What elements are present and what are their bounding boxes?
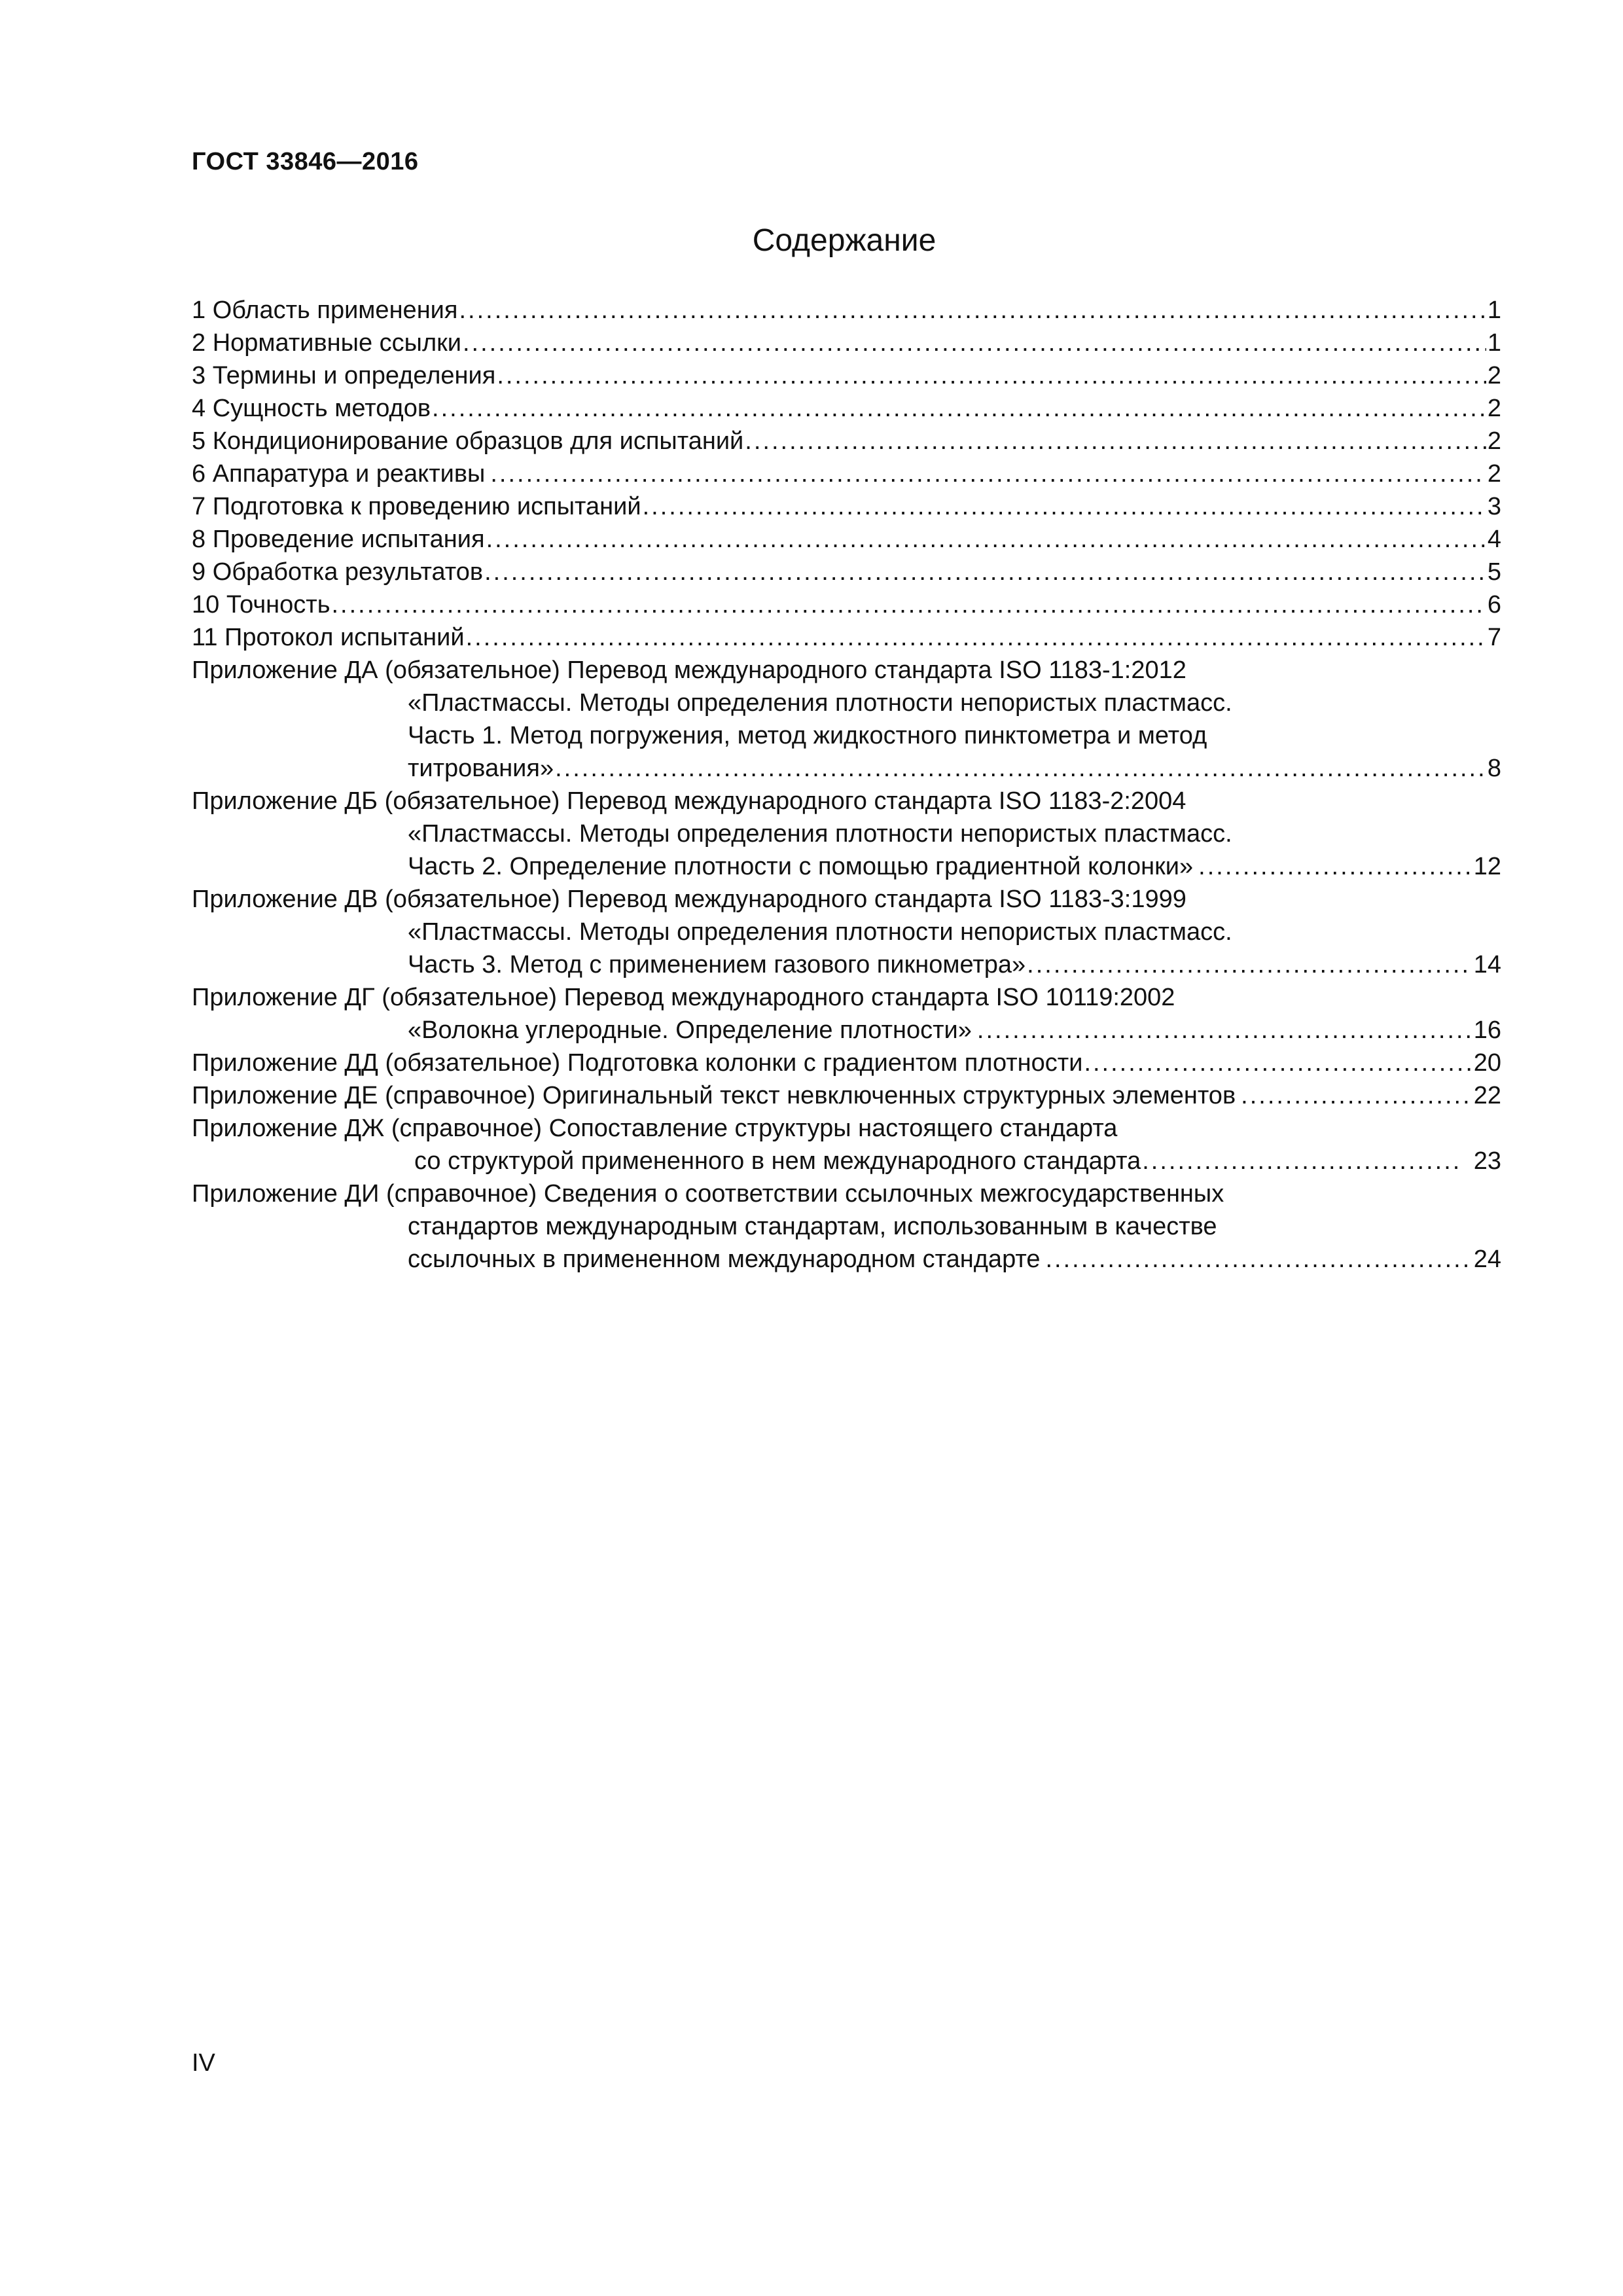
toc-entry-text: 7 Подготовка к проведению испытаний bbox=[192, 493, 641, 520]
toc-entry-page: 24 bbox=[1473, 1246, 1501, 1273]
toc-appendix-dv[interactable] bbox=[192, 883, 1501, 981]
toc-entry-5[interactable] bbox=[192, 425, 1501, 457]
appendix-line: титрования» bbox=[408, 755, 554, 782]
toc-entry-page: 6 bbox=[1487, 591, 1501, 619]
toc-entry-6[interactable] bbox=[192, 457, 1501, 490]
toc-entry-page: 1 bbox=[1487, 329, 1501, 357]
dot-leader bbox=[484, 556, 1486, 588]
appendix-line: Часть 1. Метод погружения, метод жидкостного пинктометра и метод bbox=[408, 722, 1207, 749]
toc-entry-page: 3 bbox=[1487, 493, 1501, 520]
toc-entry-4[interactable] bbox=[192, 392, 1501, 425]
toc-entry-text: 6 Аппаратура и реактивы bbox=[192, 460, 486, 488]
appendix-line: стандартов международным стандартам, использованным в качестве bbox=[408, 1213, 1217, 1240]
appendix-line: «Пластмассы. Методы определения плотности непористых пластмасс. bbox=[408, 820, 1232, 848]
dot-leader bbox=[745, 425, 1486, 457]
toc-entry-page: 23 bbox=[1473, 1147, 1501, 1175]
toc-entry-2[interactable] bbox=[192, 327, 1501, 359]
toc-entry-page: 4 bbox=[1487, 526, 1501, 553]
toc-entry-9[interactable] bbox=[192, 556, 1501, 588]
toc-entry-page: 2 bbox=[1487, 460, 1501, 488]
table-of-contents bbox=[192, 294, 1501, 1276]
appendix-line: Часть 2. Определение плотности с помощью градиентной колонки» bbox=[408, 853, 1194, 880]
dot-leader bbox=[555, 752, 1486, 785]
appendix-line: Приложение ДБ (обязательное) Перевод международного стандарта ISO 1183-2:2004 bbox=[192, 787, 1186, 815]
dot-leader bbox=[977, 1014, 1472, 1047]
appendix-line: «Пластмассы. Методы определения плотности непористых пластмасс. bbox=[408, 689, 1232, 717]
dot-leader bbox=[1045, 1243, 1472, 1276]
appendix-line: Часть 3. Метод с применением газового пикнометра» bbox=[408, 951, 1026, 978]
toc-entry-text: 1 Область применения bbox=[192, 296, 458, 324]
dot-leader bbox=[1027, 948, 1472, 981]
dot-leader bbox=[497, 359, 1486, 392]
toc-entry-7[interactable] bbox=[192, 490, 1501, 523]
toc-entry-1[interactable] bbox=[192, 294, 1501, 327]
toc-entry-text: 2 Нормативные ссылки bbox=[192, 329, 461, 357]
appendix-line: «Волокна углеродные. Определение плотности» bbox=[408, 1016, 972, 1044]
appendix-line: Приложение ДВ (обязательное) Перевод международного стандарта ISO 1183-3:1999 bbox=[192, 886, 1186, 913]
toc-appendix-di[interactable] bbox=[192, 1177, 1501, 1276]
toc-entry-page: 16 bbox=[1473, 1016, 1501, 1044]
toc-appendix-da[interactable] bbox=[192, 654, 1501, 785]
toc-entry-text: 5 Кондиционирование образцов для испытаний bbox=[192, 427, 744, 455]
toc-entry-page: 1 bbox=[1487, 296, 1501, 324]
toc-entry-page: 5 bbox=[1487, 558, 1501, 586]
toc-entry-3[interactable] bbox=[192, 359, 1501, 392]
toc-entry-text: 8 Проведение испытания bbox=[192, 526, 485, 553]
toc-entry-page: 7 bbox=[1487, 624, 1501, 651]
toc-entry-11[interactable] bbox=[192, 621, 1501, 654]
toc-entry-text: 11 Протокол испытаний bbox=[192, 624, 465, 651]
appendix-line: Приложение ДИ (справочное) Сведения о соответствии ссылочных межгосударственных bbox=[192, 1180, 1224, 1208]
toc-appendix-db[interactable] bbox=[192, 785, 1501, 883]
appendix-line: Приложение ДА (обязательное) Перевод международного стандарта ISO 1183-1:2012 bbox=[192, 656, 1186, 684]
toc-entry-page: 20 bbox=[1473, 1049, 1501, 1077]
toc-entry-page: 8 bbox=[1487, 755, 1501, 782]
toc-entry-text: 3 Термины и определения bbox=[192, 362, 496, 389]
dot-leader bbox=[466, 621, 1486, 654]
toc-entry-page: 2 bbox=[1487, 427, 1501, 455]
appendix-line: «Пластмассы. Методы определения плотности непористых пластмасс. bbox=[408, 918, 1232, 946]
appendix-line: ссылочных в примененном международном стандарте bbox=[408, 1246, 1041, 1273]
dot-leader bbox=[463, 327, 1486, 359]
appendix-line: Приложение ДГ (обязательное) Перевод международного стандарта ISO 10119:2002 bbox=[192, 984, 1175, 1011]
toc-entry-8[interactable] bbox=[192, 523, 1501, 556]
toc-entry-10[interactable] bbox=[192, 588, 1501, 621]
toc-entry-page: 2 bbox=[1487, 362, 1501, 389]
toc-entry-text: 9 Обработка результатов bbox=[192, 558, 484, 586]
toc-entry-page: 2 bbox=[1487, 395, 1501, 422]
dot-leader bbox=[332, 588, 1486, 621]
dot-leader bbox=[459, 294, 1486, 327]
appendix-line: со структурой примененного в нем международного стандарта bbox=[414, 1147, 1141, 1175]
dot-leader bbox=[1142, 1145, 1457, 1177]
toc-title: Содержание bbox=[752, 223, 936, 258]
toc-appendix-dg[interactable] bbox=[192, 981, 1501, 1047]
appendix-line: Приложение ДЖ (справочное) Сопоставление структуры настоящего стандарта bbox=[192, 1115, 1118, 1142]
appendix-line: Приложение ДЕ (справочное) Оригинальный текст невключенных структурных элементов bbox=[192, 1082, 1236, 1109]
dot-leader bbox=[1241, 1079, 1472, 1112]
appendix-line: Приложение ДД (обязательное) Подготовка колонки с градиентом плотности bbox=[192, 1049, 1083, 1077]
dot-leader bbox=[1198, 850, 1472, 883]
toc-entry-text: 10 Точность bbox=[192, 591, 330, 619]
toc-entry-text: 4 Сущность методов bbox=[192, 395, 431, 422]
toc-appendix-dd[interactable] bbox=[192, 1047, 1501, 1079]
toc-appendix-dzh[interactable] bbox=[192, 1112, 1501, 1177]
standard-designation: ГОСТ 33846—2016 bbox=[192, 148, 419, 175]
dot-leader bbox=[432, 392, 1486, 425]
dot-leader bbox=[486, 523, 1486, 556]
dot-leader bbox=[643, 490, 1486, 523]
toc-appendix-de[interactable] bbox=[192, 1079, 1501, 1112]
toc-entry-page: 14 bbox=[1473, 951, 1501, 978]
page-number: IV bbox=[192, 2049, 215, 2077]
toc-entry-page: 22 bbox=[1473, 1082, 1501, 1109]
dot-leader bbox=[1084, 1047, 1472, 1079]
toc-entry-page: 12 bbox=[1473, 853, 1501, 880]
dot-leader bbox=[490, 457, 1486, 490]
